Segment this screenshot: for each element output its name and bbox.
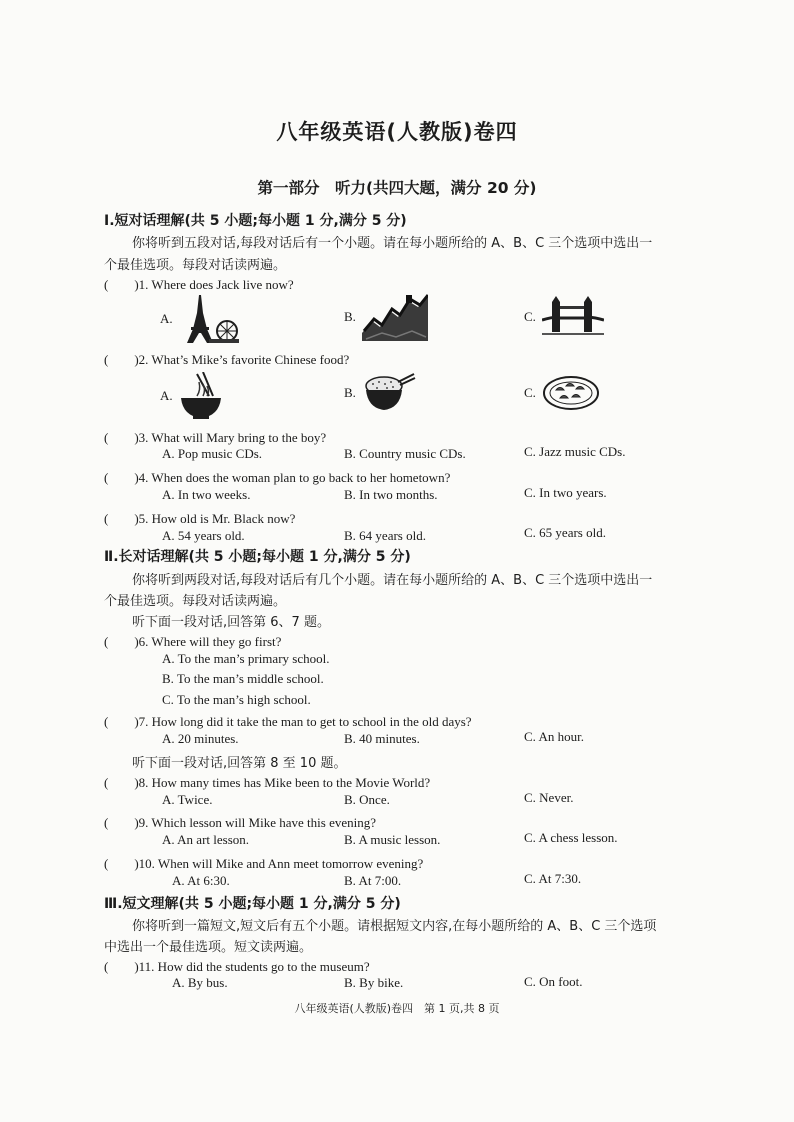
q10-option-c[interactable]: C. At 7:30. [524,871,582,886]
question-3: ( )3. What will Mary bring to the boy? [104,430,327,445]
q9-option-b[interactable]: B. A music lesson. [344,832,441,847]
q2-option-c[interactable] [524,374,600,412]
q8-option-b[interactable]: B. Once. [344,792,390,807]
q6-option-c[interactable]: C. To the man’s high school. [162,692,311,707]
noodles-bowl-icon [179,372,223,420]
q1-option-b[interactable] [344,293,428,341]
option-label: A. [160,311,173,326]
question-2: ( )2. What’s Mike’s favorite Chinese food? [104,352,350,367]
rice-bowl-icon [362,372,416,414]
section-2-heading: Ⅱ.长对话理解(共 5 小题;每小题 1 分,满分 5 分) [104,549,411,565]
question-8: ( )8. How many times has Mike been to the Movie World? [104,775,431,790]
q7-option-b[interactable]: B. 40 minutes. [344,731,420,746]
q6-option-a[interactable]: A. To the man’s primary school. [162,651,330,666]
option-label: C. [524,309,536,324]
q7-option-a[interactable]: A. 20 minutes. [162,731,239,746]
q2-option-b[interactable] [344,372,416,414]
option-label: C. [524,385,536,400]
q4-option-c[interactable]: C. In two years. [524,485,607,500]
q1-option-c[interactable] [524,296,604,338]
section-1-instruction-cont: 个最佳选项。每段对话读两遍。 [104,258,287,273]
exam-title: 八年级英语(人教版)卷四 [276,120,518,144]
question-5: ( )5. How old is Mr. Black now? [104,511,296,526]
section-3-heading: Ⅲ.短文理解(共 5 小题;每小题 1 分,满分 5 分) [104,896,401,912]
question-10: ( )10. When will Mike and Ann meet tomorrow evening? [104,856,424,871]
q5-option-b[interactable]: B. 64 years old. [344,528,426,543]
section-1-instruction: 你将听到五段对话,每段对话后有一个小题。请在每小题所给的 A、B、C 三个选项中选出一 [132,236,653,251]
dialogue-2-intro: 听下面一段对话,回答第 8 至 10 题。 [132,756,347,771]
option-label: A. [160,388,173,403]
page-footer: 八年级英语(人教版)卷四 第 1 页,共 8 页 [294,1002,500,1015]
q1-option-a[interactable] [160,293,241,345]
section-3-instruction: 你将听到一篇短文,短文后有五个小题。请根据短文内容,在每小题所给的 A、B、C 三个选项 [132,919,657,934]
option-label: B. [344,385,356,400]
question-1: ( )1. Where does Jack live now? [104,277,294,292]
question-6: ( )6. Where will they go first? [104,634,282,649]
q6-option-b[interactable]: B. To the man’s middle school. [162,671,324,686]
q10-option-b[interactable]: B. At 7:00. [344,873,402,888]
q11-option-a[interactable]: A. By bus. [172,975,228,990]
eiffel-tower-icon [179,293,241,345]
q3-option-a[interactable]: A. Pop music CDs. [162,446,263,461]
q2-option-a[interactable] [160,372,223,420]
q4-option-a[interactable]: A. In two weeks. [162,487,251,502]
question-9: ( )9. Which lesson will Mike have this evening? [104,815,376,830]
option-label: B. [344,309,356,324]
q8-option-a[interactable]: A. Twice. [162,792,213,807]
section-3-instruction-cont: 中选出一个最佳选项。短文读两遍。 [104,940,313,955]
q8-option-c[interactable]: C. Never. [524,790,574,805]
section-2-instruction-cont: 个最佳选项。每段对话读两遍。 [104,594,287,609]
q5-option-a[interactable]: A. 54 years old. [162,528,245,543]
question-11: ( )11. How did the students go to the museum? [104,959,370,974]
q7-option-c[interactable]: C. An hour. [524,729,584,744]
q3-option-c[interactable]: C. Jazz music CDs. [524,444,626,459]
section-2-instruction: 你将听到两段对话,每段对话后有几个小题。请在每小题所给的 A、B、C 三个选项中选出一 [132,573,653,588]
great-wall-icon [362,293,428,341]
q9-option-a[interactable]: A. An art lesson. [162,832,250,847]
q5-option-c[interactable]: C. 65 years old. [524,525,606,540]
question-4: ( )4. When does the woman plan to go back to her hometown? [104,470,451,485]
part-one-title: 第一部分 听力(共四大题，满分 20 分) [257,179,537,197]
tower-bridge-icon [542,296,604,338]
q11-option-b[interactable]: B. By bike. [344,975,404,990]
q10-option-a[interactable]: A. At 6:30. [172,873,230,888]
dialogue-1-intro: 听下面一段对话,回答第 6、7 题。 [132,615,330,630]
q4-option-b[interactable]: B. In two months. [344,487,438,502]
q9-option-c[interactable]: C. A chess lesson. [524,830,618,845]
question-7: ( )7. How long did it take the man to get to school in the old days? [104,714,472,729]
section-1-heading: Ⅰ.短对话理解(共 5 小题;每小题 1 分,满分 5 分) [104,213,407,229]
dumplings-plate-icon [542,374,600,412]
q11-option-c[interactable]: C. On foot. [524,974,583,989]
q3-option-b[interactable]: B. Country music CDs. [344,446,466,461]
